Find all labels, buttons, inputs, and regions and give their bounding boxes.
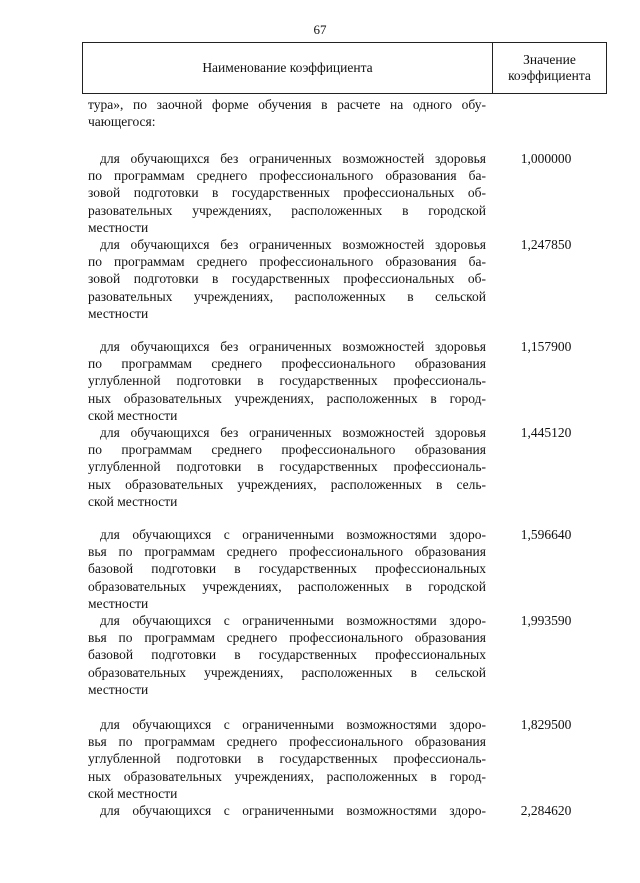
coefficient-value: 1,993590 xyxy=(520,613,572,628)
column-header-value xyxy=(493,43,606,93)
coefficient-value: 2,284620 xyxy=(520,803,572,818)
intro-line: тура», по заочной форме обучения в расчете на одного обу- xyxy=(88,97,486,112)
intro-text xyxy=(88,96,486,130)
row-line: базовой подготовки в государственных профессиональных xyxy=(88,561,486,577)
column-header-name: Наименование коэффициента xyxy=(202,60,373,75)
row-line: образовательных учреждениях, расположенных в сельской xyxy=(88,664,486,680)
row-line: местности xyxy=(88,595,149,611)
row-line: для обучающихся с ограниченными возможностями здоро- xyxy=(100,717,486,732)
row-line: базовой подготовки в государственных профессиональных xyxy=(88,647,486,663)
coefficient-row-name xyxy=(88,338,486,424)
intro-line: чающегося: xyxy=(88,114,156,130)
row-line: вья по программам среднего профессионального образования xyxy=(88,734,486,750)
coefficient-value: 1,829500 xyxy=(520,717,572,732)
row-line: вья по программам среднего профессионального образования xyxy=(88,544,486,560)
coefficient-row-name xyxy=(88,150,486,236)
coefficient-value: 1,000000 xyxy=(520,151,572,166)
row-line: местности xyxy=(88,219,149,235)
coefficient-row-name xyxy=(88,236,486,322)
row-line: для обучающихся с ограниченными возможностями здоро- xyxy=(100,613,486,628)
row-line: для обучающихся без ограниченных возможностей здоровья xyxy=(100,237,486,252)
row-line: образовательных учреждениях, расположенных в городской xyxy=(88,578,486,594)
row-line: ных образовательных учреждениях, расположенных в город- xyxy=(88,768,486,784)
coefficient-row-name xyxy=(88,526,486,612)
table-header xyxy=(82,42,607,94)
row-line: ных образовательных учреждениях, расположенных в сель- xyxy=(88,476,486,492)
coefficient-row-name xyxy=(88,424,486,510)
row-line: ской местности xyxy=(88,785,178,801)
row-line: углубленной подготовки в государственных профессиональ- xyxy=(88,751,486,767)
coefficient-row-name xyxy=(88,612,486,698)
row-line: по программам среднего профессионального образования xyxy=(88,442,486,458)
row-line: для обучающихся с ограниченными возможностями здоро- xyxy=(100,803,486,818)
row-line: углубленной подготовки в государственных профессиональ- xyxy=(88,459,486,475)
row-line: зовой подготовки в государственных профессиональных об- xyxy=(88,185,486,201)
row-line: по программам среднего профессионального образования ба- xyxy=(88,168,486,184)
page-number: 67 xyxy=(313,22,327,37)
row-line: по программам среднего профессионального образования xyxy=(88,356,486,372)
row-line: местности xyxy=(88,305,149,321)
coefficient-value: 1,157900 xyxy=(520,339,572,354)
coefficient-value: 1,247850 xyxy=(520,237,572,252)
row-line: ных образовательных учреждениях, расположенных в город- xyxy=(88,390,486,406)
column-header-value-line1: Значение xyxy=(523,52,576,67)
row-line: разовательных учреждениях, расположенных в сельской xyxy=(88,288,486,304)
row-line: местности xyxy=(88,681,149,697)
row-line: для обучающихся без ограниченных возможностей здоровья xyxy=(100,151,486,166)
coefficient-value: 1,596640 xyxy=(520,527,572,542)
row-line: ской местности xyxy=(88,493,178,509)
row-line: разовательных учреждениях, расположенных в городской xyxy=(88,202,486,218)
row-line: по программам среднего профессионального образования ба- xyxy=(88,254,486,270)
column-header-value-line2: коэффициента xyxy=(508,68,591,83)
row-line: зовой подготовки в государственных профессиональных об- xyxy=(88,271,486,287)
row-line: для обучающихся с ограниченными возможностями здоро- xyxy=(100,527,486,542)
coefficient-value: 1,445120 xyxy=(520,425,572,440)
row-line: углубленной подготовки в государственных профессиональ- xyxy=(88,373,486,389)
coefficient-row-name xyxy=(88,802,486,819)
coefficient-row-name xyxy=(88,716,486,802)
row-line: ской местности xyxy=(88,407,178,423)
row-line: вья по программам среднего профессионального образования xyxy=(88,630,486,646)
row-line: для обучающихся без ограниченных возможностей здоровья xyxy=(100,339,486,354)
row-line: для обучающихся без ограниченных возможностей здоровья xyxy=(100,425,486,440)
